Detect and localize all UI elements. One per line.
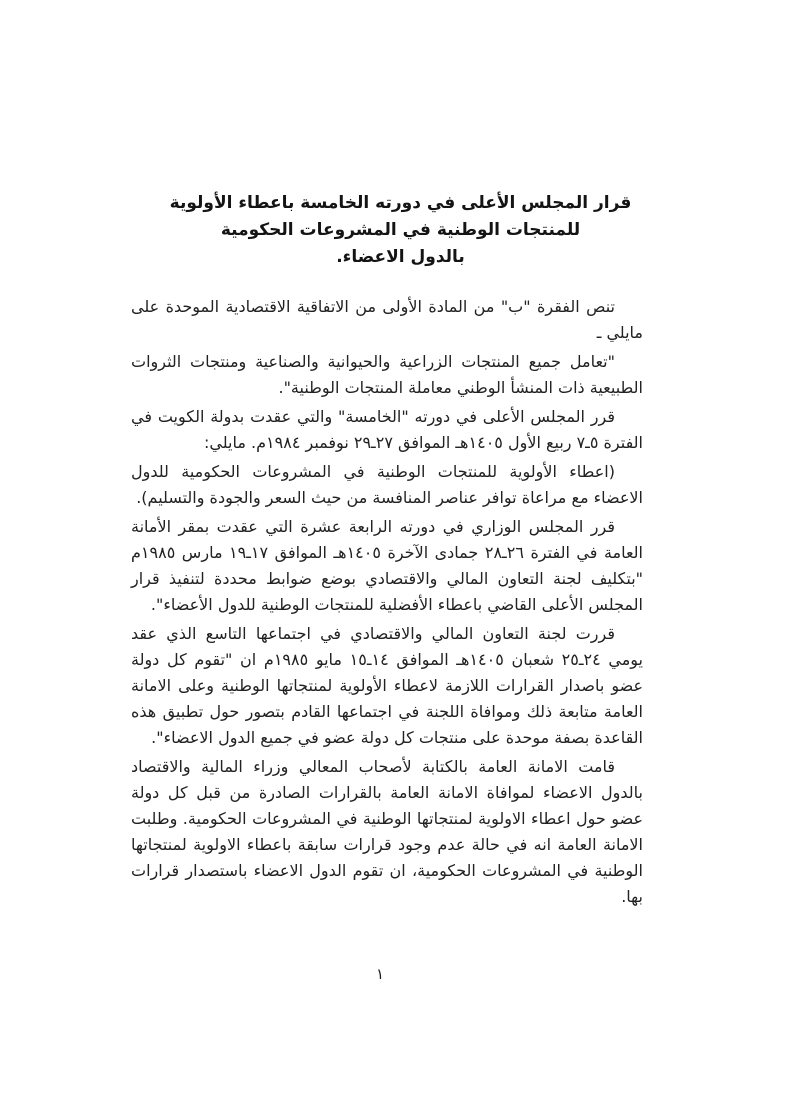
paragraph-ministerial-council-decision: قرر المجلس الوزاري في دورته الرابعة عشرة التي عقدت بمقر الأمانة العامة في الفترة ٢٦ـ٢٨ جمادى الآخرة ١٤٠٥هـ الموافق ١٧ـ١٩ مارس ١٩٨٥م "بتكليف لجنة التعاون المالي والاقتصادي بوضع ضوابط محددة لتنفيذ قرار المجلس الأعلى القاضي باعطاء الأفضلية للمنتجات الوطنية للدول الأعضاء". <box>131 517 644 614</box>
title-line-1: قرار المجلس الأعلى في دورته الخامسة باعطاء الأولوية <box>169 193 632 213</box>
paragraph-intro-clause: تنص الفقرة "ب" من المادة الأولى من الاتفاقية الاقتصادية الموحدة على مايلي ـ <box>131 297 643 342</box>
paragraph-priority-clause: (اعطاء الأولوية للمنتجات الوطنية في المشروعات الحكومية للدول الاعضاء مع مراعاة توافر عناصر المنافسة من حيث السعر والجودة والتسليم). <box>131 462 643 507</box>
document-title <box>0 190 801 271</box>
page-number: ١ <box>375 965 385 983</box>
paragraph-secretariat-actions: قامت الامانة العامة بالكتابة لأصحاب المعالي وزراء المالية والاقتصاد بالدول الاعضاء لموافاة الامانة العامة بالقرارات الصادرة من قبل كل دولة عضو حول اعطاء الاولوية لمنتجاتها الوطنية في المشروعات الحكومية. وطلبت الامانة العامة انه في حالة عدم وجود قرارات سابقة باعطاء الاولوية لمنتجاتها الوطنية في المشروعات الحكومية، ان تقوم الدول الاعضاء باستصدار قرارات بها. <box>131 757 643 906</box>
paragraph-committee-decision: قررت لجنة التعاون المالي والاقتصادي في اجتماعها التاسع الذي عقد يومي ٢٤ـ٢٥ شعبان ١٤٠٥هـ الموافق ١٤ـ١٥ مايو ١٩٨٥م ان "تقوم كل دولة عضو باصدار القرارات اللازمة لاعطاء الأولوية لمنتجاتها الوطنية وعلى الامانة العامة متابعة ذلك وموافاة اللجنة في اجتماعها القادم بتصور حول تطبيق هذه القاعدة بصفة موحدة على منتجات كل دولة عضو في جميع الدول الاعضاء". <box>131 624 644 747</box>
paragraph-quoted-article: "تعامل جميع المنتجات الزراعية والحيوانية والصناعية ومنتجات الثروات الطبيعية ذات المنشأ الوطني معاملة المنتجات الوطنية". <box>131 352 643 397</box>
title-line-2: للمنتجات الوطنية في المشروعات الحكومية <box>220 220 581 240</box>
document-body <box>131 294 643 913</box>
title-line-3: بالدول الاعضاء. <box>336 247 465 267</box>
paragraph-supreme-council-decision: قرر المجلس الأعلى في دورته "الخامسة" والتي عقدت بدولة الكويت في الفترة ٥ـ٧ ربيع الأول ١٤٠٥هـ الموافق ٢٧ـ٢٩ نوفمبر ١٩٨٤م. مايلي: <box>131 407 643 452</box>
